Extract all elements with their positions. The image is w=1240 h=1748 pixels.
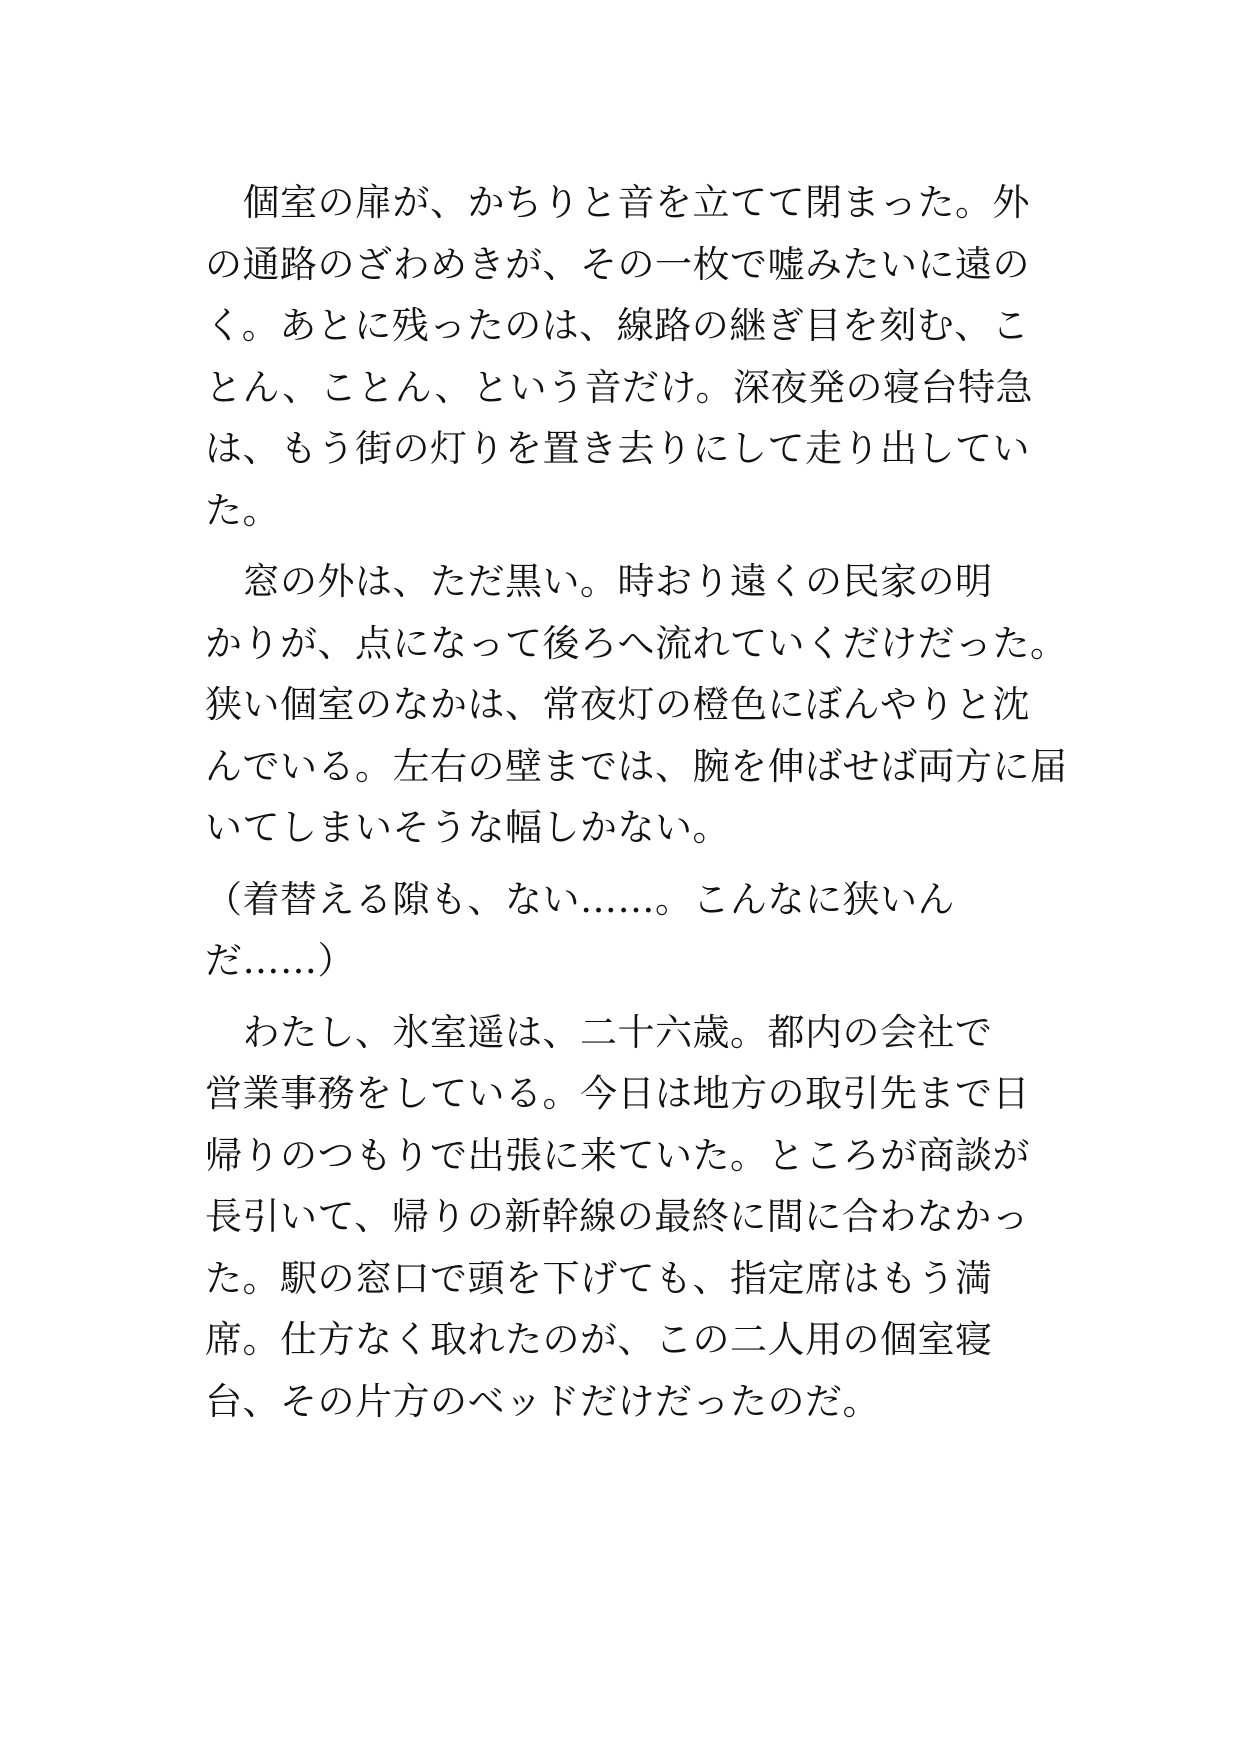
text-line: 窓の外は、ただ黒い。時おり遠くの民家の明 bbox=[205, 560, 993, 603]
paragraph bbox=[205, 551, 1068, 859]
text-line: 長引いて、帰りの新幹線の最終に間に合わなかっ bbox=[205, 1195, 1030, 1238]
text-line: 個室の扉が、かちりと音を立てて閉まった。外 bbox=[205, 181, 1030, 224]
text-line: は、もう街の灯りを置き去りにして走り出してい bbox=[205, 427, 1030, 470]
text-line: 狭い個室のなかは、常夜灯の橙色にぼんやりと沈 bbox=[205, 683, 1030, 726]
text-line: く。あとに残ったのは、線路の継ぎ目を刻む、こ bbox=[205, 304, 1030, 347]
text-line: とん、ことん、という音だけ。深夜発の寝台特急 bbox=[205, 365, 1033, 409]
text-line: の通路のざわめきが、その一枚で嘘みたいに遠の bbox=[205, 242, 1030, 286]
text-line: 台、その片方のベッドだけだったのだ。 bbox=[205, 1379, 880, 1423]
text-line: 帰りのつもりで出張に来ていた。ところが商談が bbox=[205, 1133, 1030, 1177]
body-text bbox=[205, 172, 1068, 1432]
paragraph bbox=[205, 172, 1045, 541]
text-line: だ……） bbox=[205, 939, 355, 982]
text-line: 席。仕方なく取れたのが、この二人用の個室寝 bbox=[205, 1318, 993, 1361]
paragraph-gap bbox=[205, 541, 1045, 551]
paragraph-gap bbox=[205, 992, 1045, 1002]
paragraph-gap bbox=[205, 859, 1045, 869]
text-line: た。 bbox=[205, 488, 280, 532]
text-line: た。駅の窓口で頭を下げても、指定席はもう満 bbox=[205, 1256, 993, 1300]
text-line: わたし、氷室遥は、二十六歳。都内の会社で bbox=[205, 1010, 993, 1054]
text-line: （着替える隙も、ない……。こんなに狭いん bbox=[205, 877, 955, 921]
text-line: 営業事務をしている。今日は地方の取引先まで日 bbox=[205, 1072, 1030, 1115]
text-line: かりが、点になって後ろへ流れていくだけだった。 bbox=[205, 621, 1068, 665]
paragraph bbox=[205, 1002, 1045, 1433]
text-line: んでいる。左右の壁までは、腕を伸ばせば両方に届 bbox=[205, 744, 1068, 788]
text-line: いてしまいそうな幅しかない。 bbox=[205, 806, 730, 849]
dialogue-paragraph bbox=[205, 869, 1045, 992]
